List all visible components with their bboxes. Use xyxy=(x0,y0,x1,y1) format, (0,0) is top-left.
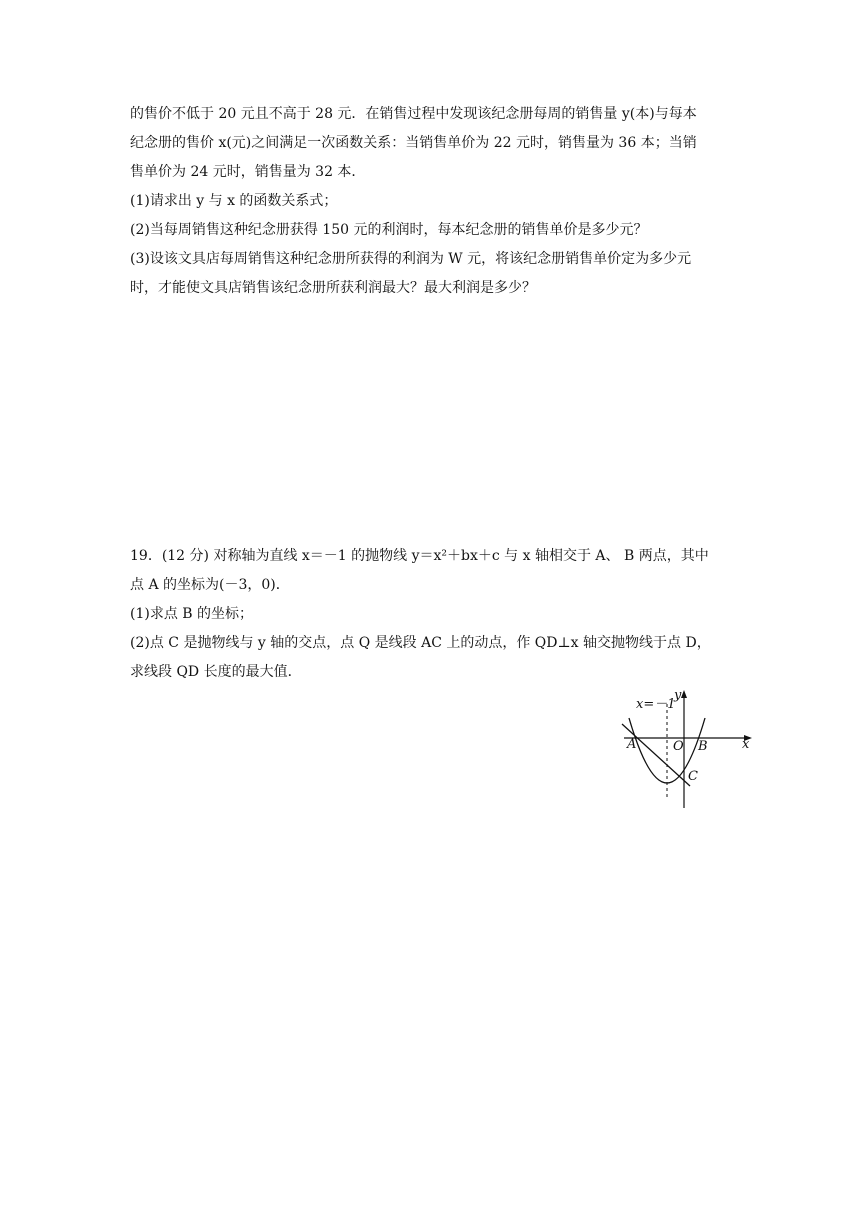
question-19-stem: 19．(12 分) 对称轴为直线 x＝－1 的抛物线 y＝x²＋bx＋c 与 x 轴相交于 A、 B 两点，其中 xyxy=(130,548,709,564)
x-axis-label: x xyxy=(742,737,750,752)
point-b-label: B xyxy=(698,739,708,754)
question-19-part-2: (2)点 C 是抛物线与 y 轴的交点，点 Q 是线段 AC 上的动点，作 QD⊥x 轴交抛物线于点 D， xyxy=(130,635,711,651)
y-axis-arrow xyxy=(681,690,687,698)
question-19-line: 求线段 QD 长度的最大值． xyxy=(130,664,302,680)
point-o-label: O xyxy=(673,739,684,754)
question-18-line: 的售价不低于 20 元且不高于 28 元．在销售过程中发现该纪念册每周的销售量 y(本)与每本 xyxy=(130,106,697,122)
question-19-part-1: (1)求点 B 的坐标； xyxy=(130,606,254,622)
question-18-part-3: (3)设该文具店每周销售这种纪念册所获得的利润为 W 元，将该纪念册销售单价定为多少元 xyxy=(130,251,692,267)
question-18-line: 售单价为 24 元时，销售量为 32 本． xyxy=(130,164,366,180)
question-18-line: 时，才能使文具店销售该纪念册所获利润最大？最大利润是多少？ xyxy=(130,280,536,296)
point-c-label: C xyxy=(688,769,698,784)
question-19-text xyxy=(130,542,730,687)
question-18-line: 纪念册的售价 x(元)之间满足一次函数关系：当销售单价为 22 元时，销售量为 36 本；当销 xyxy=(130,135,697,151)
question-18-text xyxy=(130,100,730,303)
symmetry-line-label: x=－1 xyxy=(636,697,676,712)
question-18-part-1: (1)请求出 y 与 x 的函数关系式； xyxy=(130,193,338,209)
parabola-figure xyxy=(618,688,754,812)
y-axis-label: y xyxy=(674,688,682,703)
question-18-part-2: (2)当每周销售这种纪念册获得 150 元的利润时，每本纪念册的销售单价是多少元？ xyxy=(130,222,648,238)
point-a-label: A xyxy=(627,737,637,752)
question-19-line: 点 A 的坐标为(－3，0)． xyxy=(130,577,290,593)
